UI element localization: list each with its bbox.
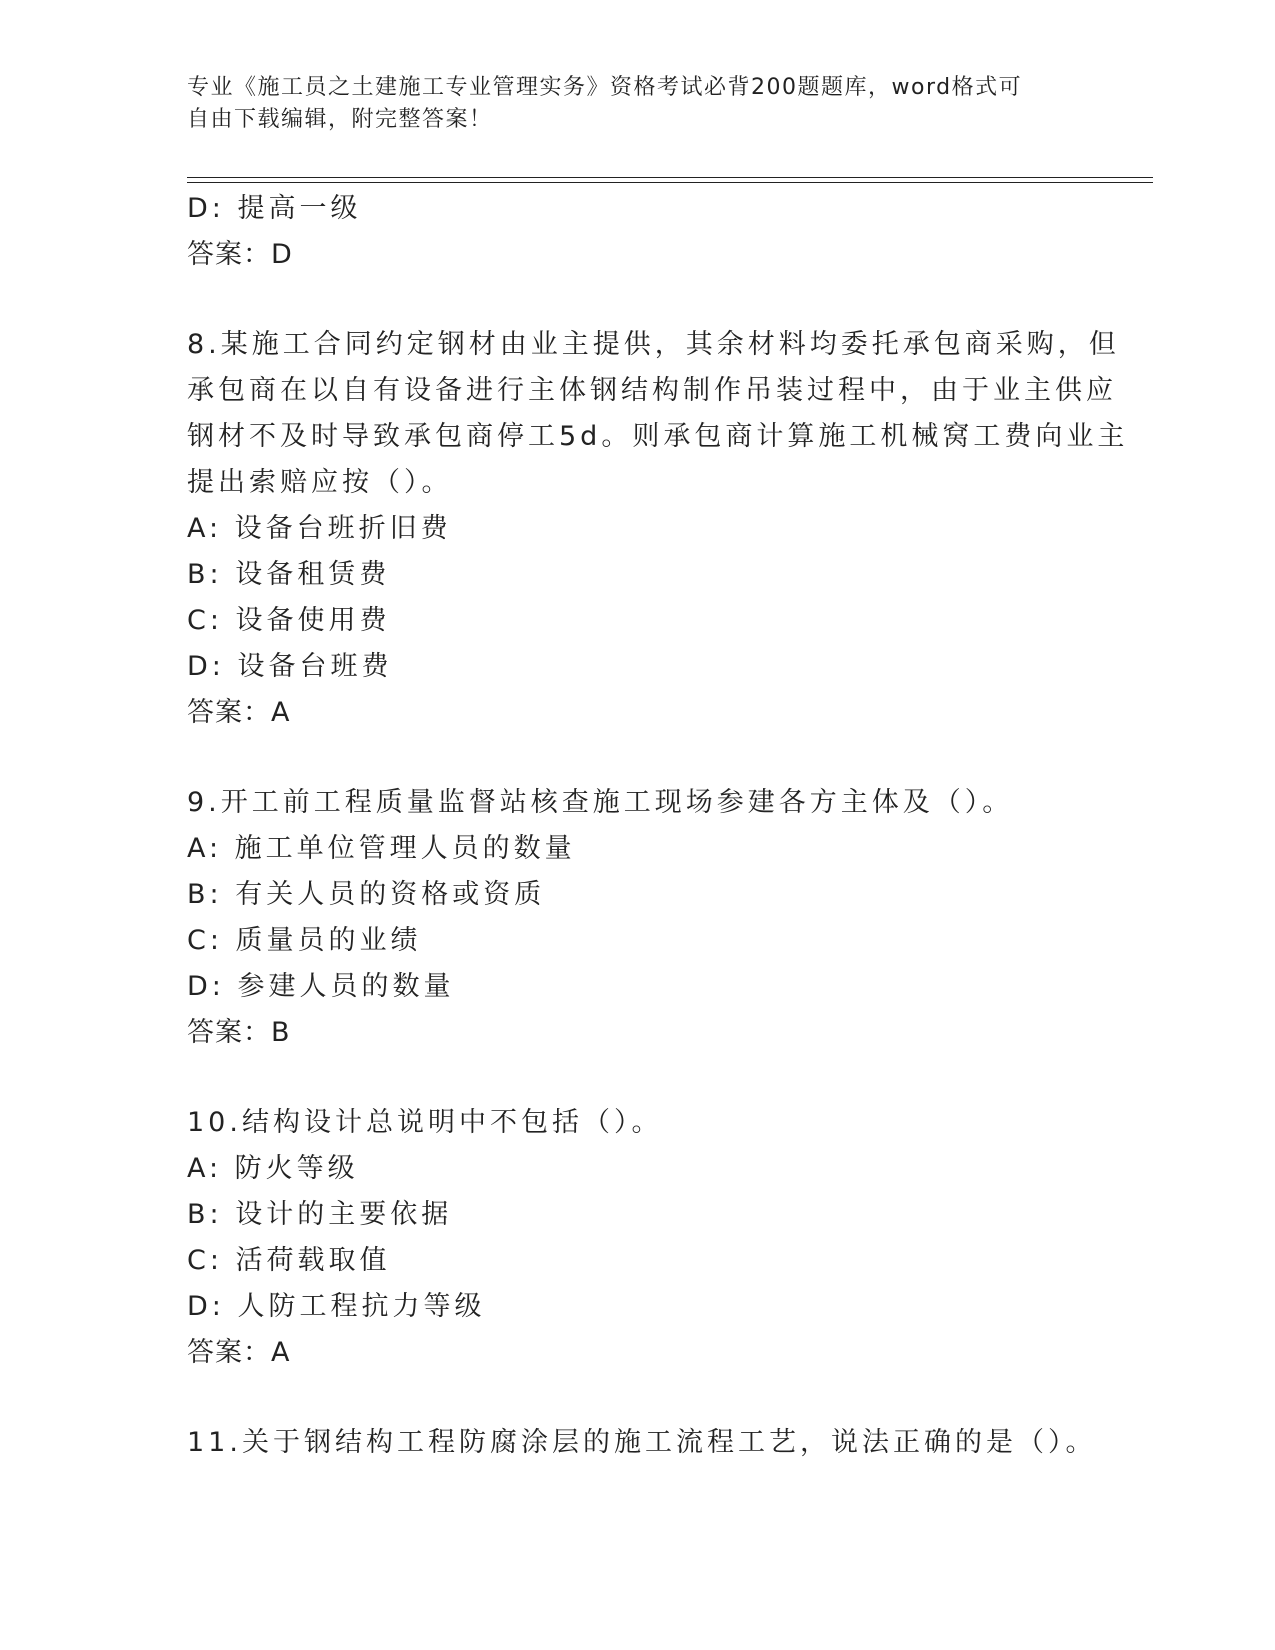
header-divider-bottom	[187, 182, 1153, 183]
option-d: D: 参建人员的数量	[187, 971, 455, 1002]
option-b: B: 设计的主要依据	[187, 1199, 453, 1230]
header-divider-top	[187, 177, 1153, 178]
question-10	[187, 1100, 1153, 1376]
option-a: A: 施工单位管理人员的数量	[187, 833, 576, 864]
option-c: C: 设备使用费	[187, 605, 391, 636]
option-c: C: 质量员的业绩	[187, 925, 422, 956]
question-text-line: 9.开工前工程质量监督站核查施工现场参建各方主体及（）。	[187, 787, 1014, 818]
question-text-line: 11.关于钢结构工程防腐涂层的施工流程工艺，说法正确的是（）。	[187, 1427, 1097, 1458]
answer-line: 答案：B	[187, 1017, 291, 1048]
question-7-continuation	[187, 186, 1153, 278]
question-text-line: 提出索赔应按（）。	[187, 467, 453, 498]
header-line-1: 专业《施工员之土建施工专业管理实务》资格考试必背200题题库，word格式可	[187, 75, 1023, 100]
document-body	[187, 186, 1153, 1466]
question-text-line: 钢材不及时导致承包商停工5d。则承包商计算施工机械窝工费向业主	[187, 421, 1129, 452]
option-a: A: 防火等级	[187, 1153, 359, 1184]
option-a: A: 设备台班折旧费	[187, 513, 452, 544]
answer-line: 答案：A	[187, 697, 291, 728]
question-text-line: 承包商在以自有设备进行主体钢结构制作吊装过程中，由于业主供应	[187, 375, 1117, 406]
question-spacer	[187, 736, 1153, 780]
option-d: D: 人防工程抗力等级	[187, 1291, 486, 1322]
question-9	[187, 780, 1153, 1056]
header-line-2: 自由下载编辑，附完整答案！	[187, 107, 493, 132]
question-spacer	[187, 1376, 1153, 1420]
question-8	[187, 322, 1153, 736]
question-text-line: 10.结构设计总说明中不包括（）。	[187, 1107, 663, 1138]
document-header	[187, 72, 1067, 136]
option-c: C: 活荷载取值	[187, 1245, 391, 1276]
answer-line: 答案：D	[187, 239, 293, 270]
question-text-line: 8.某施工合同约定钢材由业主提供，其余材料均委托承包商采购，但	[187, 329, 1120, 360]
answer-line: 答案：A	[187, 1337, 291, 1368]
question-11	[187, 1420, 1153, 1466]
question-spacer	[187, 1056, 1153, 1100]
question-spacer	[187, 278, 1153, 322]
option-b: B: 有关人员的资格或资质	[187, 879, 546, 910]
option-b: B: 设备租赁费	[187, 559, 391, 590]
option-d: D: 提高一级	[187, 193, 362, 224]
option-d: D: 设备台班费	[187, 651, 393, 682]
